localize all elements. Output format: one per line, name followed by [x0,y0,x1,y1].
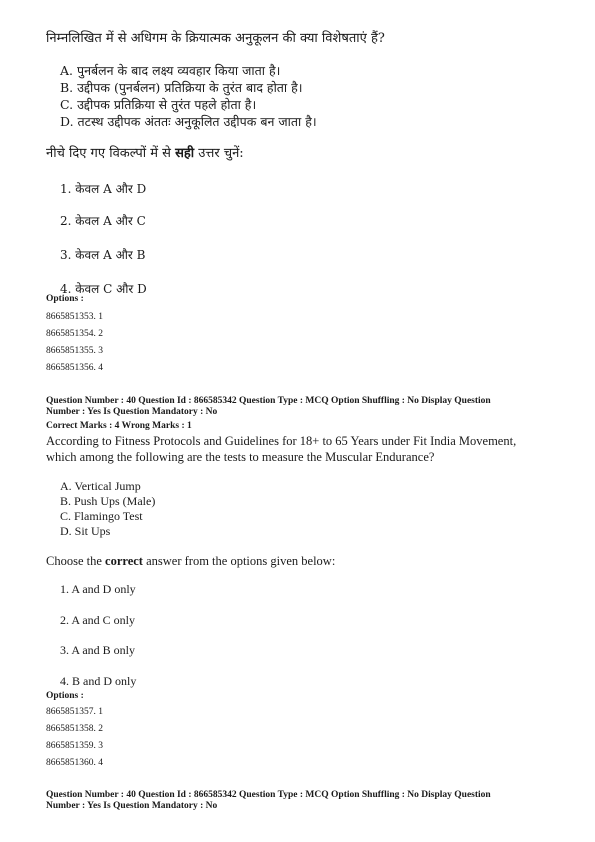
instruction-text-end: answer from the options given below: [142,554,336,568]
question-stem-line2: which among the following are the tests to measure the Muscular Endurance? [46,450,435,464]
statement-c: C. Flamingo Test [60,509,143,523]
choice-2: 2. A and C only [60,613,136,627]
choice-1: 1. केवल A और D [60,182,147,196]
question-meta-line1: Question Number : 40 Question Id : 866585342 Question Type : MCQ Option Shuffling : No Display Question [46,790,491,800]
statement-d: D. तटस्थ उद्दीपक अंततः अनुकूलित उद्दीपक बन जाता है। [60,114,317,129]
statement-d: D. Sit Ups [60,524,111,538]
statement-a: A. Vertical Jump [60,479,141,493]
instruction [46,553,335,569]
choice-1: 1. A and D only [60,582,136,596]
statement-b: B. उद्दीपक (पुनर्बलन) प्रतिक्रिया के तुरंत बाद होता है। [60,80,303,95]
choice-3: 3. A and B only [60,643,136,657]
instruction-bold: सही [175,146,195,161]
option-id-2: 8665851358. 2 [46,724,103,734]
options-label: Options : [46,691,84,701]
choice-2: 2. केवल A और C [60,214,146,228]
instruction [46,145,244,162]
choice-3: 3. केवल A और B [60,248,146,262]
question-stem: निम्नलिखित में से अधिगम के क्रियात्मक अनुकूलन की क्या विशेषताएं हैं? [46,31,385,46]
options-label: Options : [46,294,84,304]
option-id-3: 8665851359. 3 [46,741,103,751]
question-meta-line2: Number : Yes Is Question Mandatory : No [46,407,218,417]
question-meta-line1: Question Number : 40 Question Id : 866585342 Question Type : MCQ Option Shuffling : No Display Question [46,396,491,406]
option-id-4: 8665851360. 4 [46,758,103,768]
question-meta-line2: Number : Yes Is Question Mandatory : No [46,801,218,811]
option-id-2: 8665851354. 2 [46,329,103,339]
statement-b: B. Push Ups (Male) [60,494,156,508]
option-id-1: 8665851357. 1 [46,707,103,717]
choice-4: 4. B and D only [60,674,137,688]
choice-4: 4. केवल C और D [60,282,147,296]
instruction-text: नीचे दिए गए विकल्पों में से [46,146,176,161]
option-id-3: 8665851355. 3 [46,346,103,356]
option-id-4: 8665851356. 4 [46,363,103,373]
instruction-bold: correct [105,554,143,568]
instruction-text: Choose the [46,554,106,568]
statement-c: C. उद्दीपक प्रतिक्रिया से तुरंत पहले होता है। [60,97,257,112]
marks-info: Correct Marks : 4 Wrong Marks : 1 [46,421,192,431]
instruction-text-end: उत्तर चुनें: [194,146,244,161]
question-stem-line1: According to Fitness Protocols and Guidelines for 18+ to 65 Years under Fit India Movement, [46,434,517,448]
option-id-1: 8665851353. 1 [46,312,103,322]
statement-a: A. पुनर्बलन के बाद लक्ष्य व्यवहार किया जाता है। [60,63,281,78]
